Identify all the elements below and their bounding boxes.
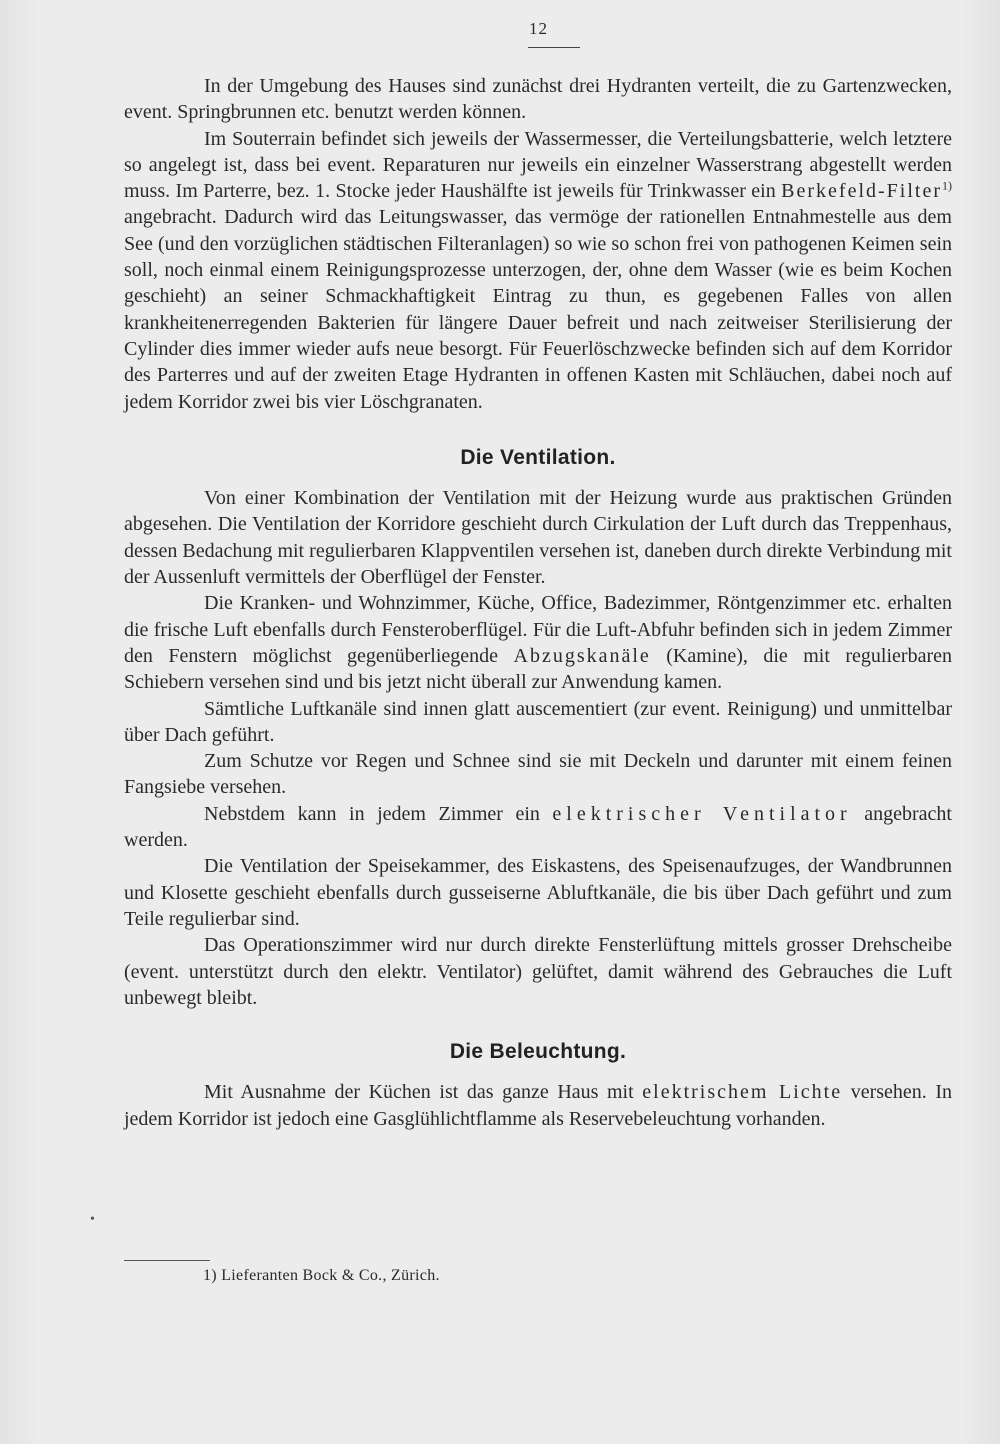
paragraph-ventilation-5 xyxy=(124,801,952,854)
text-run: Die Kranken- und Wohnzimmer, Küche, Office, Badezimmer, Röntgenzimmer etc. erhalten die frische Luft ebenfalls durch Fensteroberflügel. Für die Luft-Abfuhr befinden sich in jedem Zimmer den Fenstern möglichst gegenüberliegende xyxy=(124,592,952,667)
text-run: versehen. In jedem Korridor ist jedoch eine Gasglühlichtflamme als Reservebeleuchtung vorhanden. xyxy=(124,1081,953,1130)
paragraph-souterrain xyxy=(124,126,952,415)
text-run: Nebstdem kann in jedem Zimmer ein xyxy=(204,802,553,825)
spaced-term-ventilator: elektrischer Ventilator xyxy=(552,802,852,825)
paragraph-beleuchtung xyxy=(124,1079,952,1132)
paragraph-ventilation-2 xyxy=(124,590,952,695)
text-run: angebracht werden. xyxy=(124,802,952,852)
footnote-marker: 1) xyxy=(942,178,952,193)
text-run: angebracht. Dadurch wird das Leitungswasser, das vermöge der rationellen Entnahmestelle aus dem See (und den vorzüglichen städtischen Filteranlagen) so wie so schon frei von pathogenen Keimen sein soll, noch einmal einem Reinigungsprozesse unterzogen, der, ohne dem Wasser (wie es beim Kochen geschieht) an seiner Schmackhaftigkeit Eintrag zu thun, es gegebenen Falles von allen krankheitenerregenden Bakterien für längere Dauer befreit und nach zeitweiser Sterilisierung der Cylinder dies immer wieder aufs neue besorgt. Für Feuerlöschzwecke befinden sich auf dem Korridor des Parterres und auf der zweiten Etage Hydranten in offenen Kasten mit Schläuchen, dabei noch auf jedem Korridor zwei bis vier Löschgranaten. xyxy=(124,206,952,413)
paragraph-ventilation-1: Von einer Kombination der Ventilation mit der Heizung wurde aus praktischen Gründen abgesehen. Die Ventilation der Korridore geschieht durch Cirkulation der Luft durch das Treppenhaus, dessen Bedachung mit regulierbaren Klappventilen versehen ist, daneben durch direkte Verbindung mit der Aussenluft vermittels der Oberflügel der Fenster. xyxy=(124,487,952,589)
text-run: (Kamine), die mit regulierbaren Schiebern versehen sind und bis jetzt nicht überall zur Anwendung kamen. xyxy=(124,644,952,694)
text-run: Mit Ausnahme der Küchen ist das ganze Haus mit xyxy=(204,1081,643,1104)
spaced-term-abzugskanaele: Abzugskanäle xyxy=(513,644,651,667)
heading-ventilation: Die Ventilation. xyxy=(460,445,616,469)
footnote-rule xyxy=(124,1260,210,1261)
paragraph-ventilation-6: Die Ventilation der Speisekammer, des Eiskastens, des Speisenaufzuges, der Wandbrunnen und Klosette geschieht ebenfalls durch gusseiserne Abluftkanäle, die bis über Dach geführt und zum Teile regulierbar sind. xyxy=(124,855,952,930)
body-text xyxy=(124,73,952,1132)
spaced-term-licht: elektrischem Lichte xyxy=(642,1081,843,1104)
heading-beleuchtung: Die Beleuchtung. xyxy=(449,1040,627,1064)
paragraph-hydranten: In der Umgebung des Hauses sind zunächst drei Hydranten verteilt, die zu Gartenzwecken, event. Springbrunnen etc. benutzt werden können. xyxy=(124,75,952,124)
paragraph-ventilation-4: Zum Schutze vor Regen und Schnee sind sie mit Deckeln und darunter mit einem feinen Fangsiebe versehen. xyxy=(124,750,952,799)
paragraph-ventilation-7: Das Operationszimmer wird nur durch direkte Fensterlüftung mittels grosser Drehscheibe (event. unterstützt durch den elektr. Ventilator) gelüftet, damit während des Gebrauches die Luft unbewegt bleibt. xyxy=(124,934,952,1009)
page-number-rule xyxy=(528,47,580,48)
margin-mark: • xyxy=(90,1212,95,1227)
paragraph-ventilation-3: Sämtliche Luftkanäle sind innen glatt auscementiert (zur event. Reinigung) und unmittelbar über Dach geführt. xyxy=(124,697,952,746)
page-number: 12 xyxy=(529,19,548,38)
text-run: Im Souterrain befindet sich jeweils der Wassermesser, die Verteilungsbatterie, welch letztere so angelegt ist, dass bei event. Reparaturen nur jeweils ein einzelner Wasserstrang abgestellt werden muss. Im Parterre, bez. 1. Stocke jeder Haushälfte ist jeweils für Trinkwasser ein xyxy=(124,127,952,203)
footnote: 1) Lieferanten Bock & Co., Zürich. xyxy=(203,1267,440,1284)
spaced-term-berkefeld: Berkefeld-Filter xyxy=(781,180,942,203)
